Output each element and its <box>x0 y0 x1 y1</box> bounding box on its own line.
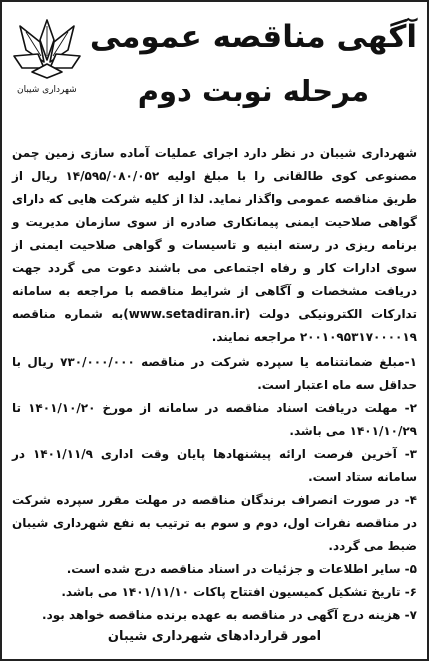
notice-header <box>12 10 417 136</box>
logo-caption: شهرداری شیبان <box>16 85 77 95</box>
condition-item: ۷- هزینه درج آگهی در مناقصه به عهده برنده مناقصه خواهد بود. <box>42 608 417 622</box>
municipality-logo <box>4 10 90 96</box>
condition-item: ۵- سایر اطلاعات و جزئیات در اسناد مناقصه درج شده است. <box>66 562 417 576</box>
notice-conditions <box>12 351 417 627</box>
condition-item: ۲- مهلت دریافت اسناد مناقصه در سامانه از مورخ ۱۴۰۱/۱۰/۲۰ تا ۱۴۰۱/۱۰/۲۹ می باشد. <box>12 401 417 438</box>
notice-signature: امور قراردادهای شهرداری شیبان <box>107 629 322 644</box>
condition-item: ۶- تاریخ تشکیل کمیسیون افتتاح پاکات ۱۴۰۱/۱۱/۱۰ می باشد. <box>61 585 417 599</box>
notice-title: آگهی مناقصه عمومی <box>89 19 417 55</box>
municipality-emblem-icon <box>10 16 84 82</box>
notice-intro: شهرداری شیبان در نظر دارد اجرای عملیات آماده سازی زمین چمن مصنوعی کوی طالقانی را با مبلغ اولیه ۱۴/۵۹۵/۰۸۰/۰۵۲ ریال از طریق مناقصه عمومی واگذار نماید. لذا از کلیه شرکت هایی که دارای گواهی صلاحیت ایمنی پیمانکاری صادره از سوی سازمان مدیریت و برنامه ریزی در رسته ابنیه و تاسیسات و گواهی صلاحیت ایمنی از سوی ادارات کار و رفاه اجتماعی می باشند دعوت می گردد جهت دریافت مشخصات و آگاهی از شرایط مناقصه با مراجعه به سامانه تدارکات الکترونیکی دولت (www.setadiran.ir)به شماره مناقصه ۲۰۰۱۰۹۵۳۱۷۰۰۰۰۱۹ مراجعه نمایند. <box>12 146 417 344</box>
notice-subtitle: مرحله نوبت دوم <box>137 74 370 108</box>
condition-item: ۳- آخرین فرصت ارائه پیشنهادها پایان وقت اداری ۱۴۰۱/۱۱/۹ در سامانه ستاد است. <box>12 447 417 484</box>
notice-titles <box>90 10 417 114</box>
condition-item: ۴- در صورت انصراف برندگان مناقصه در مهلت مقرر سپرده شرکت در مناقصه نفرات اول، دوم و سوم به ترتیب به نفع شهرداری شیبان ضبط می گردد. <box>12 493 417 553</box>
condition-item: ۱-مبلغ ضمانتنامه یا سپرده شرکت در مناقصه ۷۳۰/۰۰۰/۰۰۰ ریال با حداقل سه ماه اعتبار است. <box>12 355 417 392</box>
